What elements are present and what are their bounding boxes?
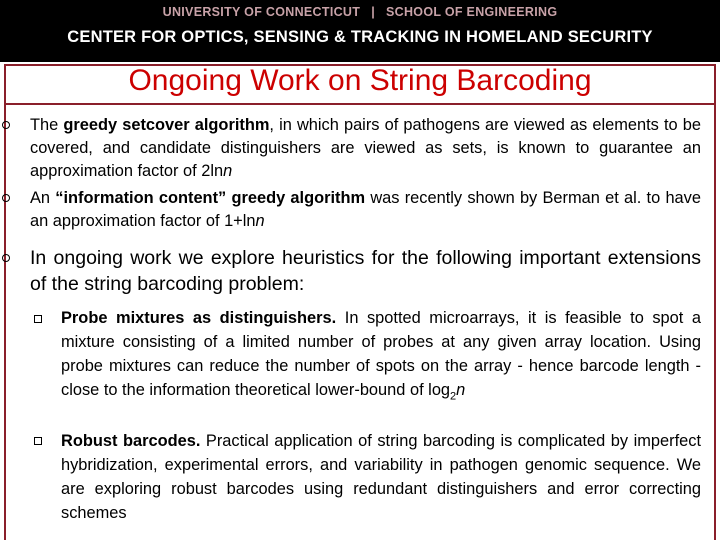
circle-bullet-icon bbox=[2, 254, 10, 262]
header-banner bbox=[0, 0, 720, 62]
sub-bullet-1-text: In spotted microarrays, it is feasible to spot a mixture consisting of a limited number of probes at any given array location. Using probe mixtures can reduce the number of spots on the array - hence barcode length - close to the information theoretical lower-bound of log bbox=[61, 309, 701, 399]
sub-bullet-2-bold: Robust barcodes. bbox=[61, 432, 201, 450]
bullet-2-italic: n bbox=[255, 212, 265, 230]
bullet-2-bold: “information content” greedy algorithm bbox=[55, 189, 366, 207]
bullet-2 bbox=[30, 187, 701, 233]
circle-bullet-icon bbox=[2, 121, 10, 129]
header-affiliation bbox=[0, 5, 720, 19]
bullet-1-text: , in which pairs of pathogens are viewed as elements to be covered, and candidate distinguishers are viewed as sets, is known to guarantee an approximation factor of 2ln bbox=[30, 116, 701, 180]
university-name: UNIVERSITY OF CONNECTICUT bbox=[162, 5, 361, 19]
bullet-2-text: was recently shown by Berman et al. to have an approximation factor of 1+ln bbox=[30, 189, 701, 230]
square-bullet-icon bbox=[34, 437, 42, 445]
header-separator: | bbox=[371, 5, 375, 19]
bullet-3-text: In ongoing work we explore heuristics for the following important extensions of the string barcoding problem: bbox=[30, 247, 701, 295]
bullet-3 bbox=[30, 245, 701, 297]
bullet-1-bold: greedy setcover algorithm bbox=[63, 116, 270, 134]
sub-bullet-1-italic: n bbox=[456, 381, 466, 399]
circle-bullet-icon bbox=[2, 194, 10, 202]
square-bullet-icon bbox=[34, 315, 42, 323]
sub-bullet-2 bbox=[61, 429, 701, 525]
center-name: CENTER FOR OPTICS, SENSING & TRACKING IN HOMELAND SECURITY bbox=[67, 28, 653, 46]
bullet-1-italic: n bbox=[223, 162, 233, 180]
bullet-1-prefix: The bbox=[30, 116, 64, 134]
school-name: SCHOOL OF ENGINEERING bbox=[386, 5, 558, 19]
slide-title: Ongoing Work on String Barcoding bbox=[128, 64, 592, 97]
sub-bullet-1-bold: Probe mixtures as distinguishers. bbox=[61, 309, 337, 327]
bullet-2-prefix: An bbox=[30, 189, 56, 207]
title-rule bbox=[4, 103, 716, 105]
sub-bullet-1-subscript: 2 bbox=[450, 390, 457, 403]
sub-bullet-1 bbox=[61, 306, 701, 408]
bullet-1 bbox=[30, 114, 701, 183]
sub-bullet-2-text: Practical application of string barcoding is complicated by imperfect hybridization, experimental errors, and variability in pathogen genomic sequence. We are exploring robust barcodes using redundant distinguishers and error correcting schemes bbox=[61, 432, 702, 522]
